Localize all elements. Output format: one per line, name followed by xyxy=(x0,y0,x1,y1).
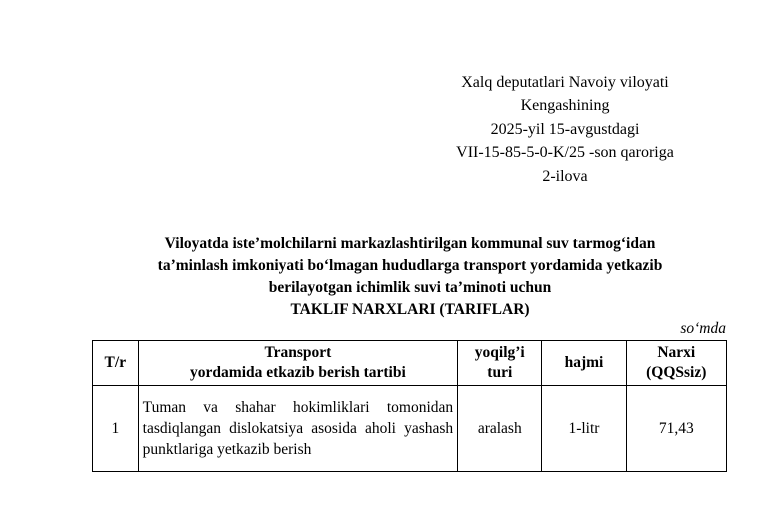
header-delivery-line2: yordamida etkazib berish tartibi xyxy=(190,364,406,381)
header-delivery-method xyxy=(138,341,458,386)
document-title xyxy=(60,233,760,321)
header-price xyxy=(626,341,726,386)
row-volume: 1-litr xyxy=(542,386,626,472)
title-line: berilayotgan ichimlik suvi ta’minoti uchun xyxy=(268,279,552,296)
header-price-line2: (QQSsiz) xyxy=(646,364,707,381)
row-description: Tuman va shahar hokimliklari tomonidan tasdiqlangan dislokatsiya asosida aholi yashash punktlariga yetkazib berish xyxy=(138,386,458,472)
row-number: 1 xyxy=(93,386,139,472)
appendix-header xyxy=(420,71,710,188)
header-fuel-line2: turi xyxy=(487,364,513,381)
header-volume: hajmi xyxy=(542,341,626,386)
row-price: 71,43 xyxy=(626,386,726,472)
header-delivery-line1: Transport xyxy=(264,344,332,361)
header-line: Xalq deputatlari Navoiy viloyati xyxy=(461,74,669,91)
header-price-line1: Narxi xyxy=(657,344,696,361)
currency-unit-label: so‘mda xyxy=(680,320,726,337)
title-line: TAKLIF NARXLARI (TARIFLAR) xyxy=(290,301,530,318)
table-row xyxy=(93,386,727,472)
title-line: ta’minlash imkoniyati boʻlmagan hududlarga transport yordamida yetkazib xyxy=(157,257,663,274)
header-line: 2-ilova xyxy=(542,167,588,185)
row-fuel: aralash xyxy=(458,386,542,472)
tariff-table xyxy=(92,340,727,472)
header-fuel-type xyxy=(458,341,542,386)
header-fuel-line1: yoqilg’i xyxy=(474,344,525,361)
header-number: T/r xyxy=(93,341,139,386)
header-line: VII-15-85-5-0-K/25 -son qaroriga xyxy=(456,144,674,162)
header-line: 2025-yil 15-avgustdagi xyxy=(490,120,640,138)
title-line: Viloyatda iste’molchilarni markazlashtirilgan kommunal suv tarmogʻidan xyxy=(164,235,656,252)
table-header-row xyxy=(93,341,727,386)
header-line: Kengashining xyxy=(520,97,610,115)
